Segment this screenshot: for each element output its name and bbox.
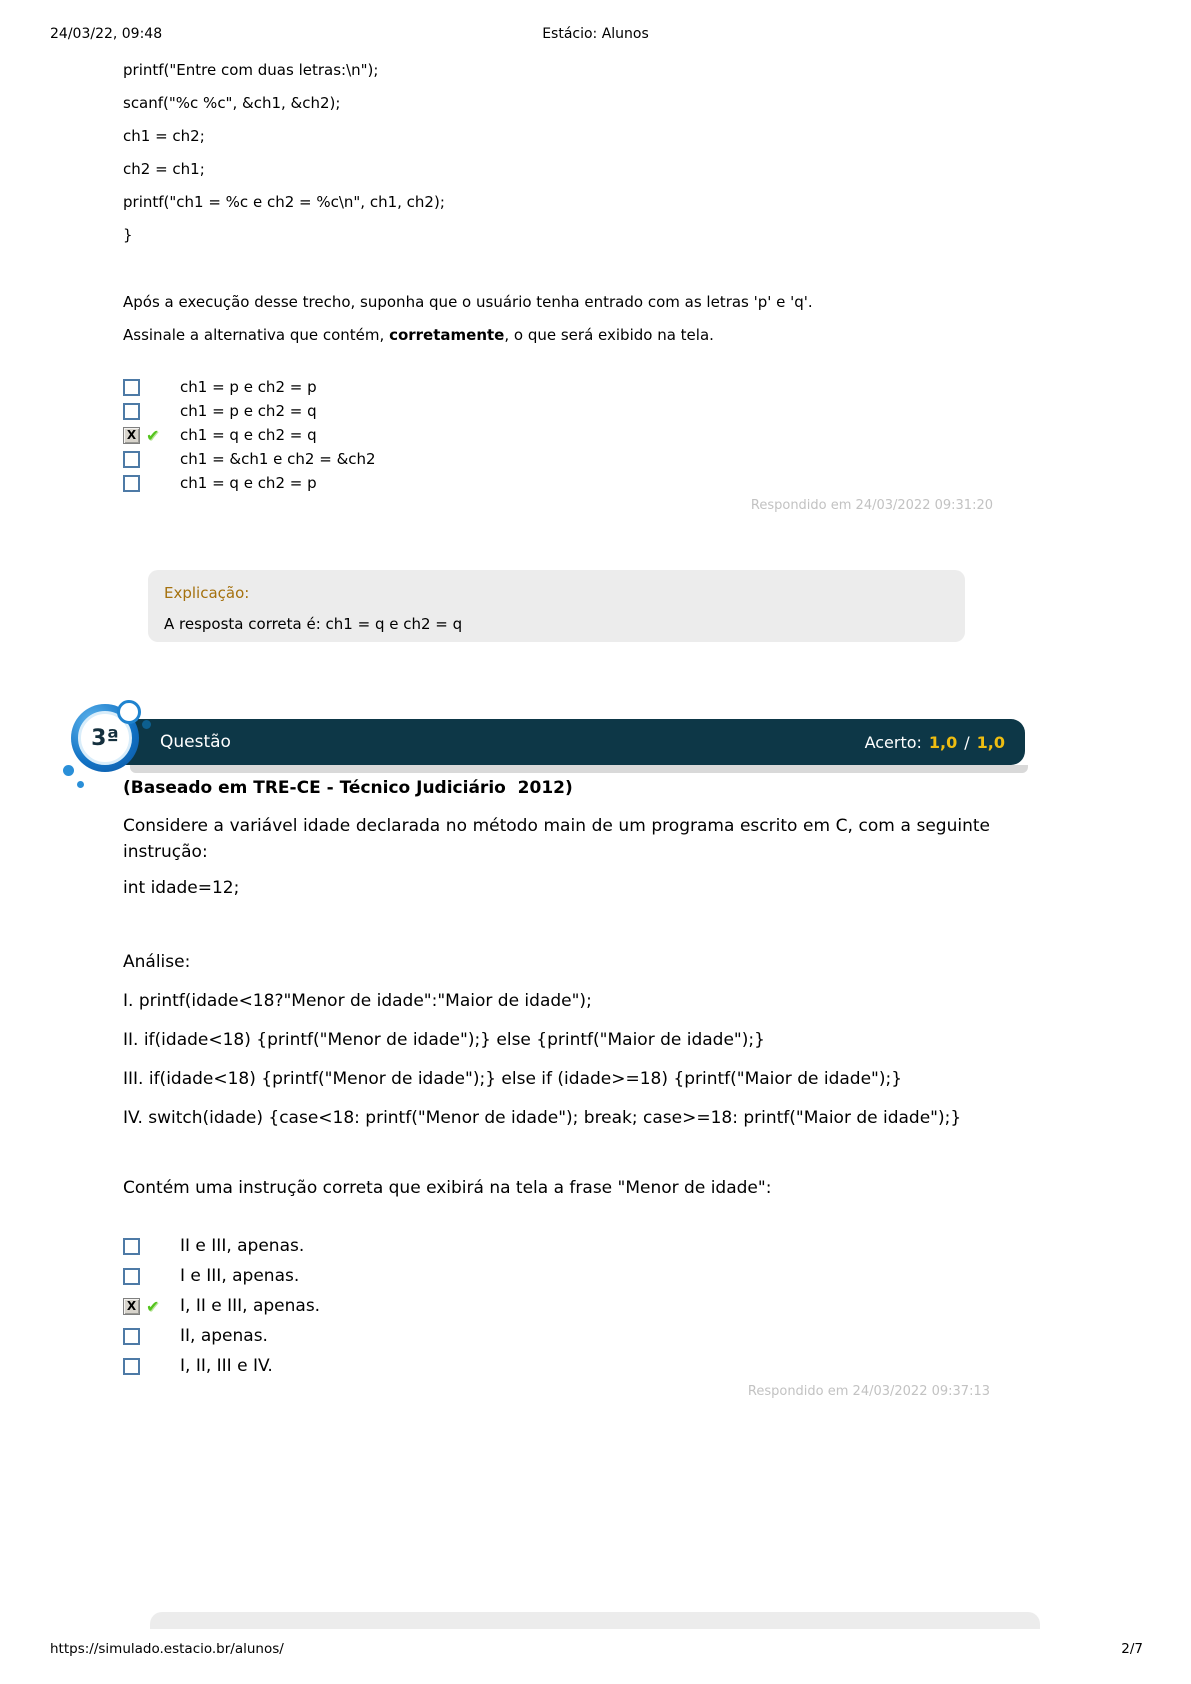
question3-banner (85, 719, 1025, 765)
checkbox-unchecked-icon[interactable] (123, 451, 140, 468)
correct-check-icon: ✔ (146, 1296, 160, 1316)
explanation-label: Explicação: (164, 584, 250, 602)
answer-option[interactable] (123, 1321, 990, 1351)
question3-section (123, 777, 990, 1400)
code-line: printf("Entre com duas letras:\n"); (123, 61, 379, 79)
answer-option[interactable] (123, 1261, 990, 1291)
badge-bubble (117, 700, 141, 724)
print-datetime: 24/03/22, 09:48 (50, 26, 163, 42)
score-display (865, 733, 1005, 752)
checkbox-checked-icon[interactable]: X (123, 1298, 140, 1315)
analysis-item: II. if(idade<18) {printf("Menor de idade");} else {printf("Maior de idade");} (123, 1030, 765, 1050)
badge-bubble (77, 781, 84, 788)
question2-prompt1: Após a execução desse trecho, suponha que o usuário tenha entrado com as letras 'p' e 'q'. (123, 293, 813, 311)
analysis-item: III. if(idade<18) {printf("Menor de idade");} else if (idade>=18) {printf("Maior de idade");} (123, 1069, 903, 1089)
code-line: ch2 = ch1; (123, 160, 205, 178)
option-label: I e III, apenas. (180, 1266, 300, 1286)
checkbox-checked-icon[interactable]: X (123, 427, 140, 444)
question-source: (Baseado em TRE-CE - Técnico Judiciário 2012) (123, 778, 573, 798)
option-label: ch1 = q e ch2 = p (180, 473, 317, 492)
option-label: II e III, apenas. (180, 1236, 305, 1256)
page-title: Estácio: Alunos (542, 26, 649, 42)
correct-check-icon: ✔ (146, 425, 160, 445)
banner-shadow (130, 765, 1028, 773)
question3-prompt: Contém uma instrução correta que exibirá na tela a frase "Menor de idade": (123, 1178, 772, 1198)
score-separator: / (964, 732, 970, 752)
answered-timestamp: Respondido em 24/03/2022 09:31:20 (750, 498, 993, 513)
answered-timestamp: Respondido em 24/03/2022 09:37:13 (747, 1384, 990, 1399)
question-banner-title: Questão (160, 732, 231, 752)
print-footer (50, 1641, 1143, 1658)
question2-prompt2 (123, 326, 993, 345)
code-statement: int idade=12; (123, 878, 240, 898)
option-label: ch1 = p e ch2 = p (180, 377, 317, 396)
analysis-item: I. printf(idade<18?"Menor de idade":"Maior de idade"); (123, 991, 592, 1011)
question2-section (123, 61, 993, 514)
option-label: I, II, III e IV. (180, 1356, 273, 1376)
checkbox-unchecked-icon[interactable] (123, 1238, 140, 1255)
answer-option[interactable] (123, 447, 993, 471)
answer-option[interactable] (123, 375, 993, 399)
question3-paragraph: Considere a variável idade declarada no método main de um programa escrito em C, com a seguinte instrução: (123, 816, 990, 862)
badge-bubble (63, 765, 74, 776)
answer-option[interactable] (123, 1351, 990, 1381)
explanation-text: A resposta correta é: ch1 = q e ch2 = q (164, 615, 463, 633)
prompt2-prefix: Assinale a alternativa que contém, (123, 326, 390, 344)
cutoff-explanation-box (150, 1612, 1040, 1629)
option-label: II, apenas. (180, 1326, 268, 1346)
badge-bubble (142, 720, 151, 729)
answer-option[interactable] (123, 423, 993, 447)
score-value: 1,0 (928, 732, 958, 752)
answer-option[interactable] (123, 1291, 990, 1321)
prompt2-bold: corretamente (389, 326, 505, 344)
option-label: I, II e III, apenas. (180, 1296, 321, 1316)
code-line: } (123, 226, 133, 244)
analysis-label: Análise: (123, 952, 191, 972)
code-line: scanf("%c %c", &ch1, &ch2); (123, 94, 341, 112)
footer-url: https://simulado.estacio.br/alunos/ (50, 1641, 284, 1657)
question-number: 3ª (91, 725, 119, 751)
question2-options (123, 375, 993, 495)
page-indicator: 2/7 (1121, 1641, 1143, 1657)
code-line: ch1 = ch2; (123, 127, 205, 145)
question-banner-bar (85, 719, 1025, 765)
option-label: ch1 = p e ch2 = q (180, 401, 317, 420)
acerto-label: Acerto: (864, 732, 922, 752)
prompt2-suffix: , o que será exibido na tela. (504, 326, 714, 344)
checkbox-unchecked-icon[interactable] (123, 1358, 140, 1375)
explanation-box (148, 570, 965, 642)
checkbox-unchecked-icon[interactable] (123, 379, 140, 396)
question-number-badge (71, 704, 139, 772)
checkbox-unchecked-icon[interactable] (123, 1268, 140, 1285)
analysis-item: IV. switch(idade) {case<18: printf("Menor de idade"); break; case>=18: printf("Maior de idade");} (123, 1108, 962, 1128)
checkbox-unchecked-icon[interactable] (123, 1328, 140, 1345)
option-label: ch1 = &ch1 e ch2 = &ch2 (180, 449, 376, 468)
score-total: 1,0 (976, 732, 1005, 752)
print-header (0, 0, 1191, 43)
code-line: printf("ch1 = %c e ch2 = %c\n", ch1, ch2); (123, 193, 445, 211)
checkbox-unchecked-icon[interactable] (123, 475, 140, 492)
question3-options (123, 1231, 990, 1381)
answer-option[interactable] (123, 399, 993, 423)
answer-option[interactable] (123, 471, 993, 495)
option-label: ch1 = q e ch2 = q (180, 425, 317, 444)
checkbox-unchecked-icon[interactable] (123, 403, 140, 420)
answer-option[interactable] (123, 1231, 990, 1261)
